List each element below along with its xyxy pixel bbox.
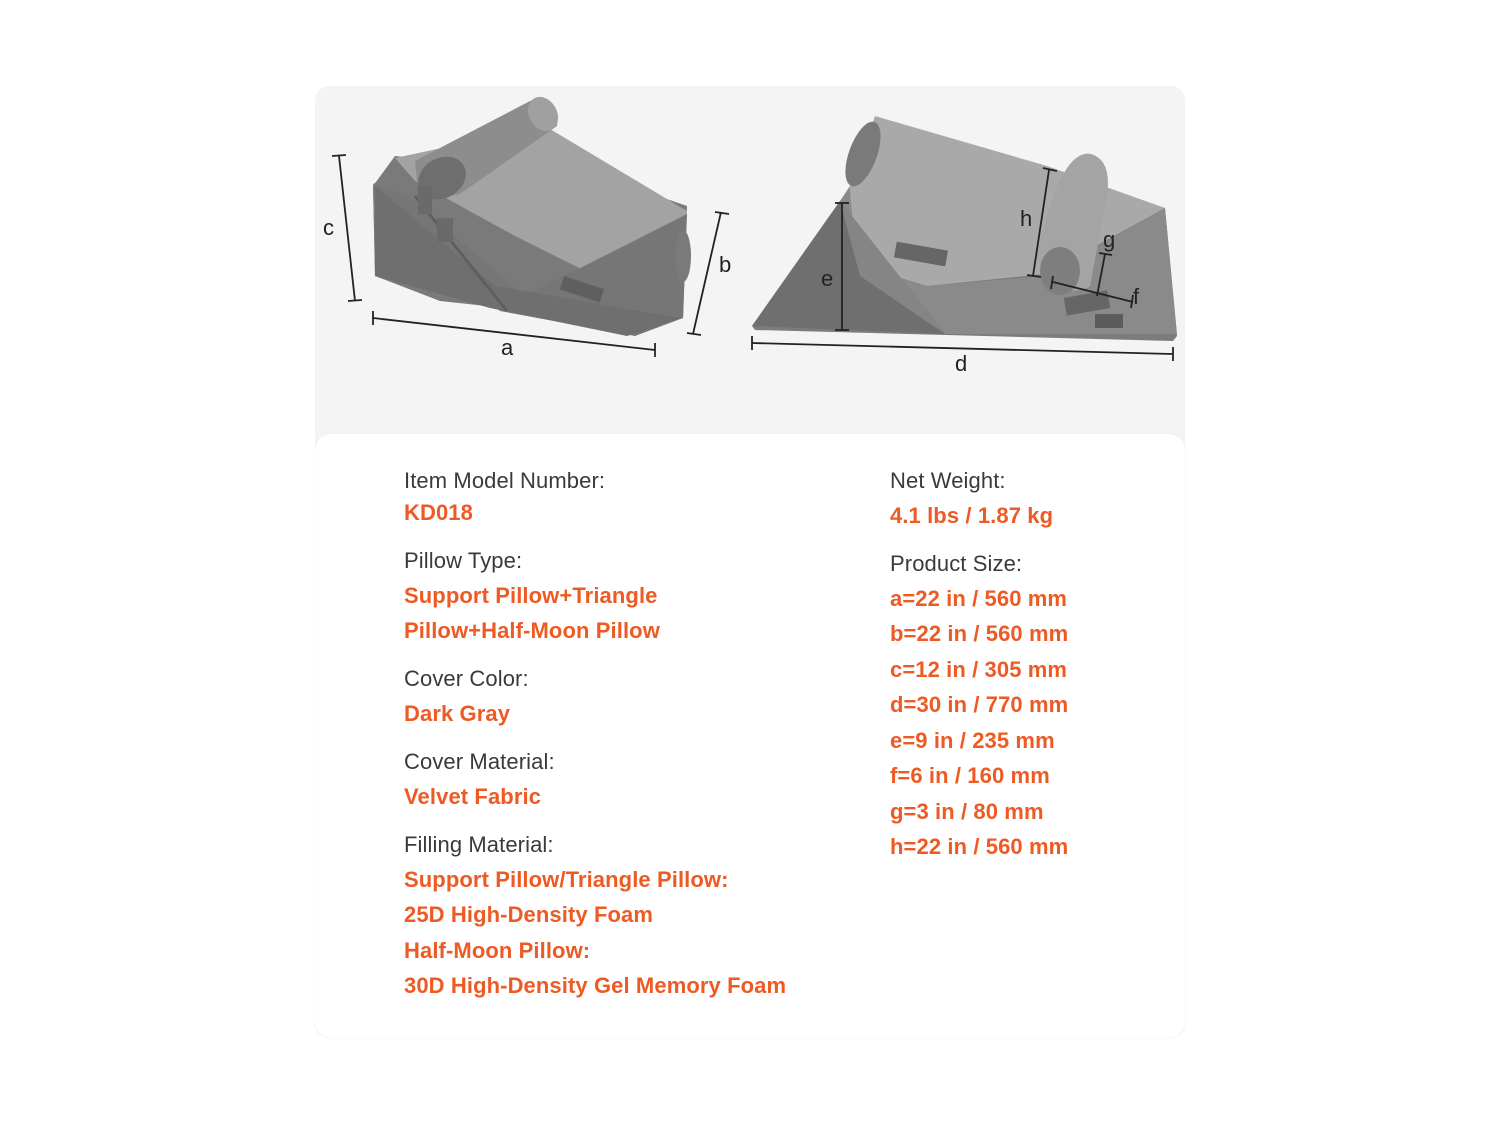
size-e: e=9 in / 235 mm: [890, 728, 1055, 753]
pillow-illustrations: [315, 86, 1185, 436]
model-number-label: Item Model Number:: [404, 468, 606, 493]
filling-material-value-line3: Half-Moon Pillow:: [404, 938, 591, 963]
size-b: b=22 in / 560 mm: [890, 621, 1069, 646]
filling-material-value-line1: Support Pillow/Triangle Pillow:: [404, 867, 729, 892]
size-d: d=30 in / 770 mm: [890, 692, 1069, 717]
spec-card: [315, 434, 1185, 1038]
size-g: g=3 in / 80 mm: [890, 799, 1044, 824]
dim-label-c: c: [323, 215, 334, 240]
product-size-label: Product Size:: [890, 551, 1023, 576]
dim-label-b: b: [719, 252, 732, 277]
size-c: c=12 in / 305 mm: [890, 657, 1068, 682]
dim-label-f: f: [1133, 284, 1140, 309]
size-a: a=22 in / 560 mm: [890, 586, 1068, 611]
size-h: h=22 in / 560 mm: [890, 834, 1069, 859]
pillow-type-value-line1: Support Pillow+Triangle: [404, 583, 658, 608]
cover-color-value: Dark Gray: [404, 701, 511, 726]
dim-label-e: e: [821, 266, 834, 291]
cover-material-label: Cover Material:: [404, 749, 555, 774]
dim-label-a: a: [501, 335, 514, 360]
net-weight-value: 4.1 lbs / 1.87 kg: [890, 503, 1054, 528]
net-weight-label: Net Weight:: [890, 468, 1006, 493]
filling-material-value-line4: 30D High-Density Gel Memory Foam: [404, 973, 787, 998]
cover-material-value: Velvet Fabric: [404, 784, 542, 809]
filling-material-label: Filling Material:: [404, 832, 554, 857]
dim-label-g: g: [1103, 227, 1116, 252]
left-wedge-illustration: [373, 91, 691, 336]
dim-label-h: h: [1020, 206, 1033, 231]
cover-color-label: Cover Color:: [404, 666, 529, 691]
model-number-value: KD018: [404, 500, 473, 525]
filling-material-value-line2: 25D High-Density Foam: [404, 902, 654, 927]
pillow-type-value-line2: Pillow+Half-Moon Pillow: [404, 618, 660, 643]
dim-label-d: d: [955, 351, 968, 376]
pillow-type-label: Pillow Type:: [404, 548, 523, 573]
size-f: f=6 in / 160 mm: [890, 763, 1050, 788]
dimension-diagram: [315, 86, 1185, 436]
